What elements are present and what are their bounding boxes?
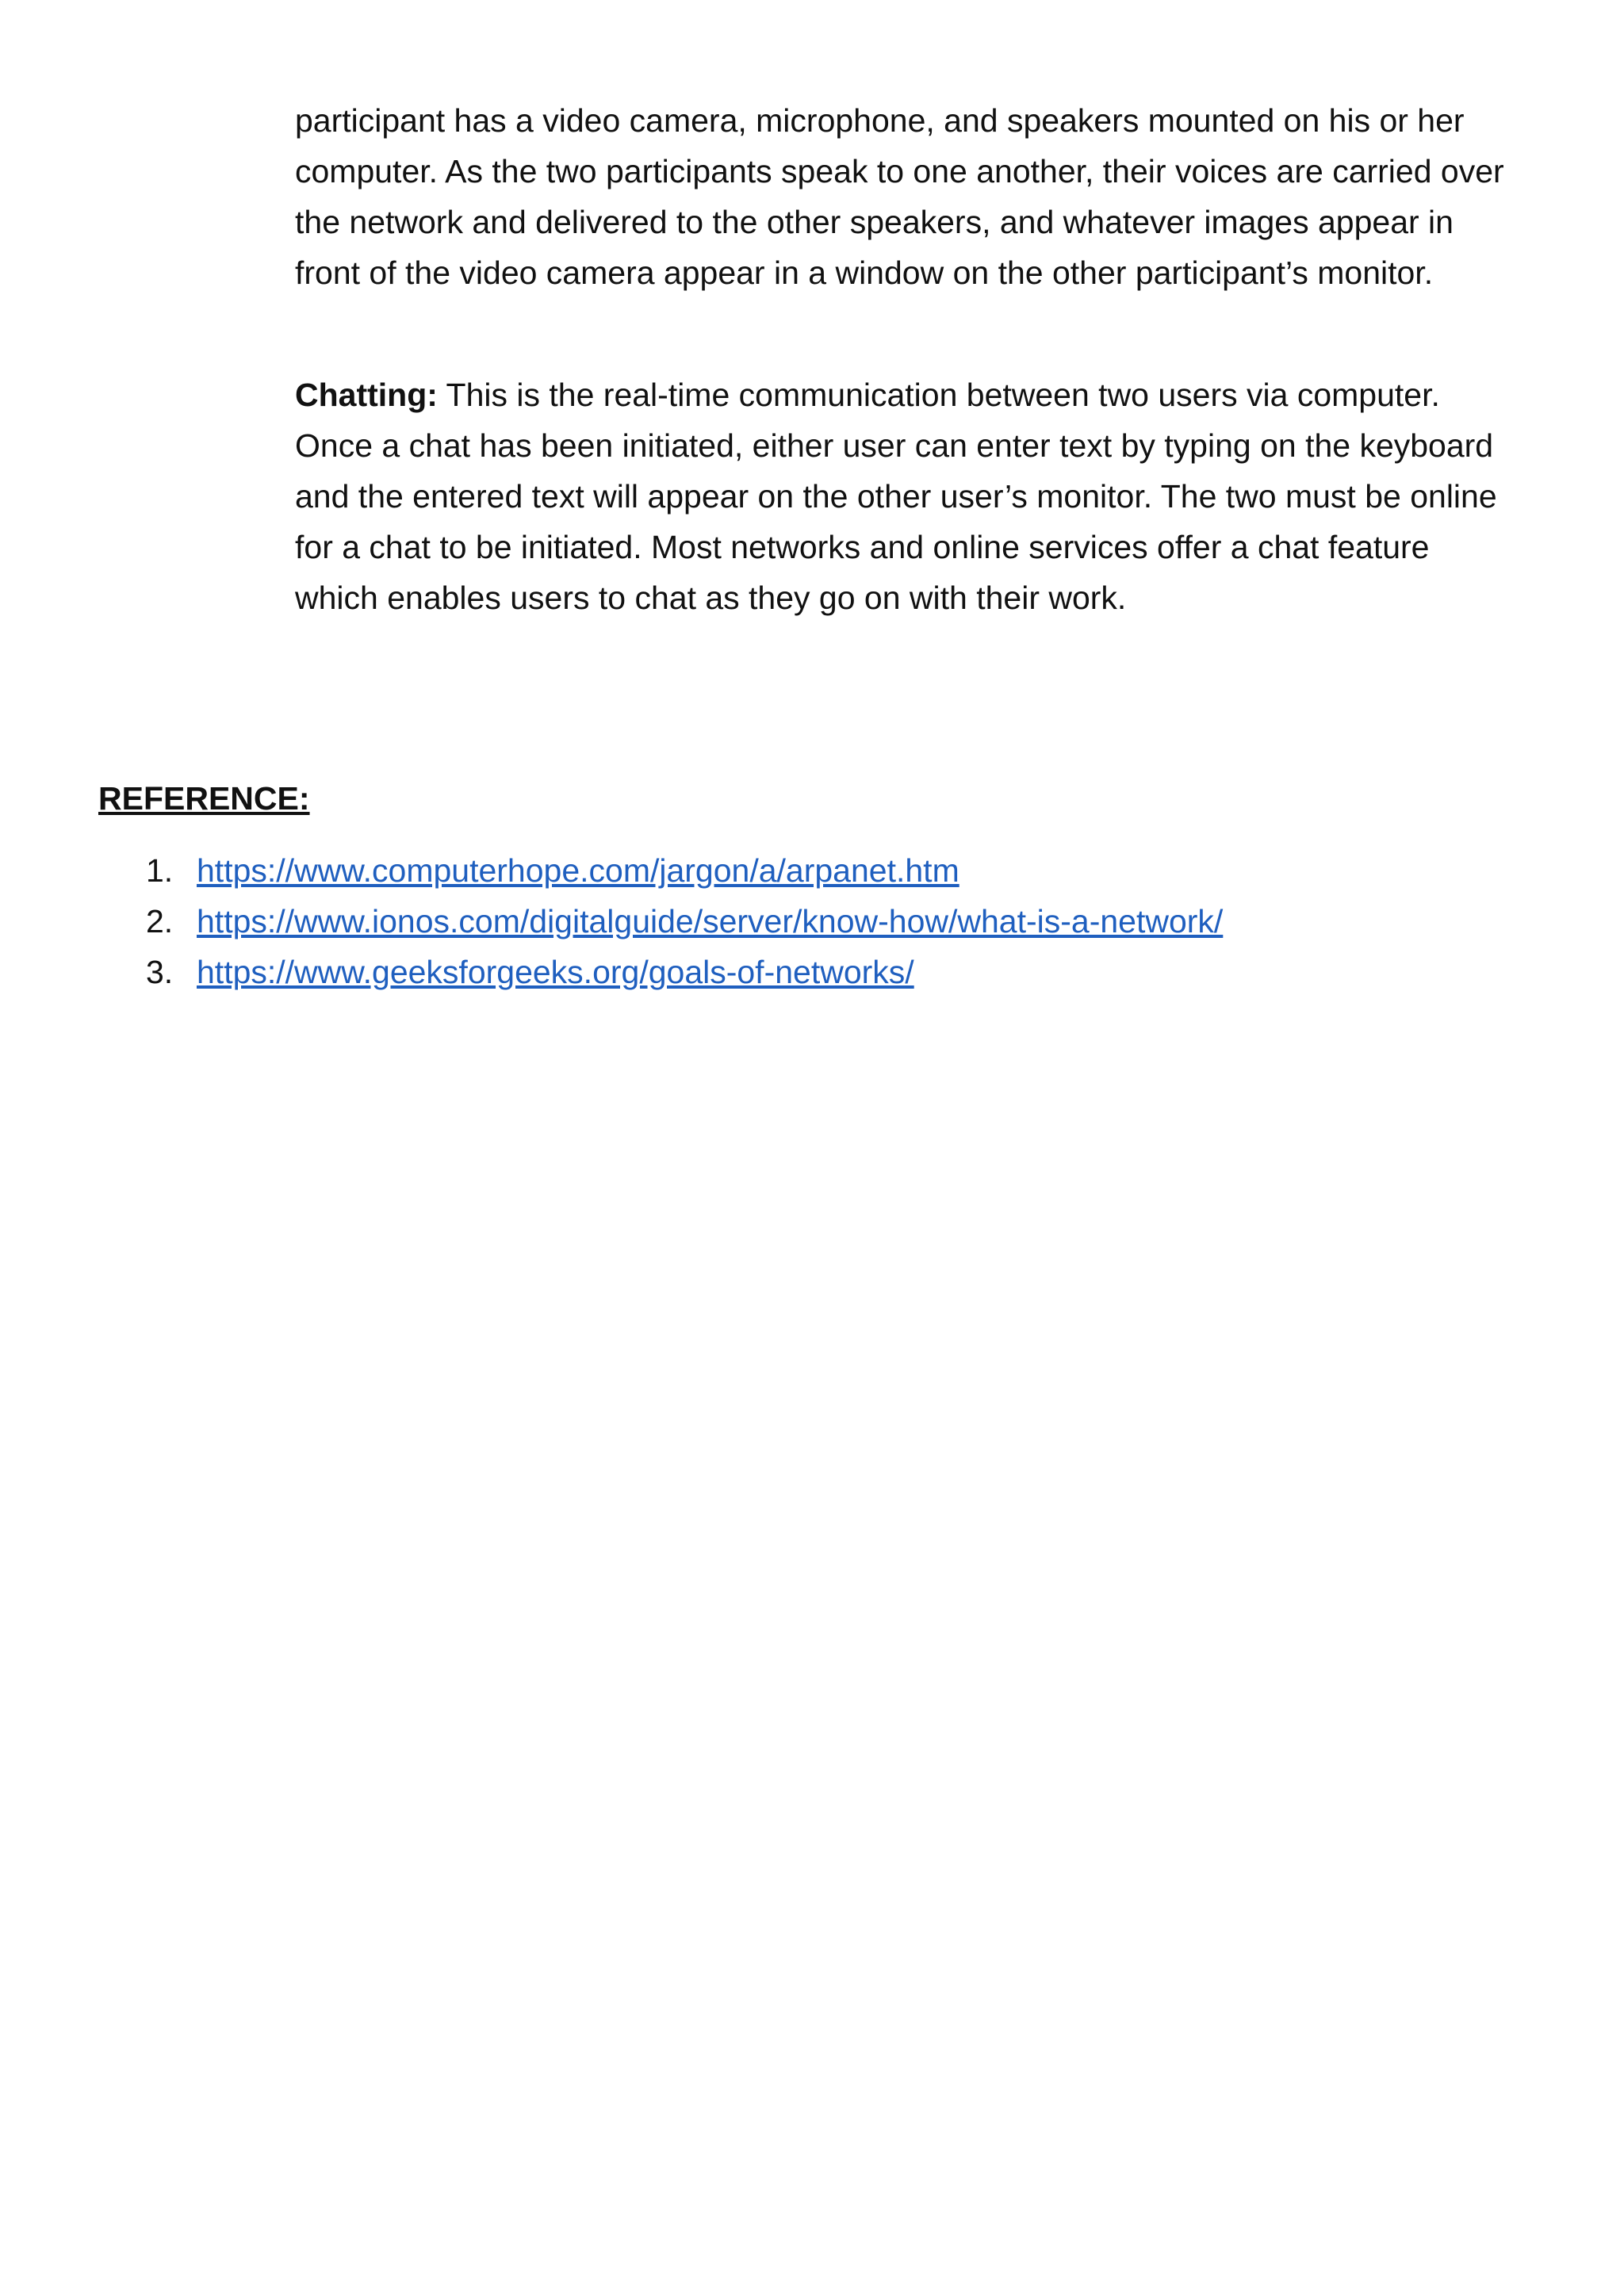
reference-number: 1. [146, 852, 174, 889]
reference-link-computerhope[interactable]: https://www.computerhope.com/jargon/a/arpanet.htm [197, 852, 959, 889]
paragraph-text: participant has a video camera, microphone, and speakers mounted on his or her computer. As the two participants speak to one another, their voices are carried over the network and delivered to the other speakers, and whatever images appear in front of the video camera appear in a window on the other participant’s monitor. [295, 102, 1504, 291]
reference-link-geeksforgeeks[interactable]: https://www.geeksforgeeks.org/goals-of-networks/ [197, 954, 914, 990]
body-paragraph-chatting [295, 369, 1516, 623]
reference-item-1 [98, 845, 1223, 896]
paragraph-text [295, 369, 1516, 623]
reference-list [98, 845, 1223, 997]
reference-number: 3. [146, 954, 174, 990]
term-chatting: Chatting: [295, 377, 438, 413]
chatting-description: This is the real-time communication between two users via computer. Once a chat has been initiated, either user can enter text by typing on the keyboard and the entered text will appear on the other user’s monitor. The two must be online for a chat to be initiated. Most networks and online services offer a chat feature which enables users to chat as they go on with their work. [295, 377, 1497, 616]
reference-item-2 [98, 896, 1223, 947]
reference-link-ionos[interactable]: https://www.ionos.com/digitalguide/server/know-how/what-is-a-network/ [197, 903, 1224, 939]
reference-number: 2. [146, 903, 174, 939]
body-paragraph-video-conferencing [295, 95, 1516, 298]
reference-heading: REFERENCE: [98, 780, 310, 817]
reference-item-3 [98, 947, 1223, 997]
